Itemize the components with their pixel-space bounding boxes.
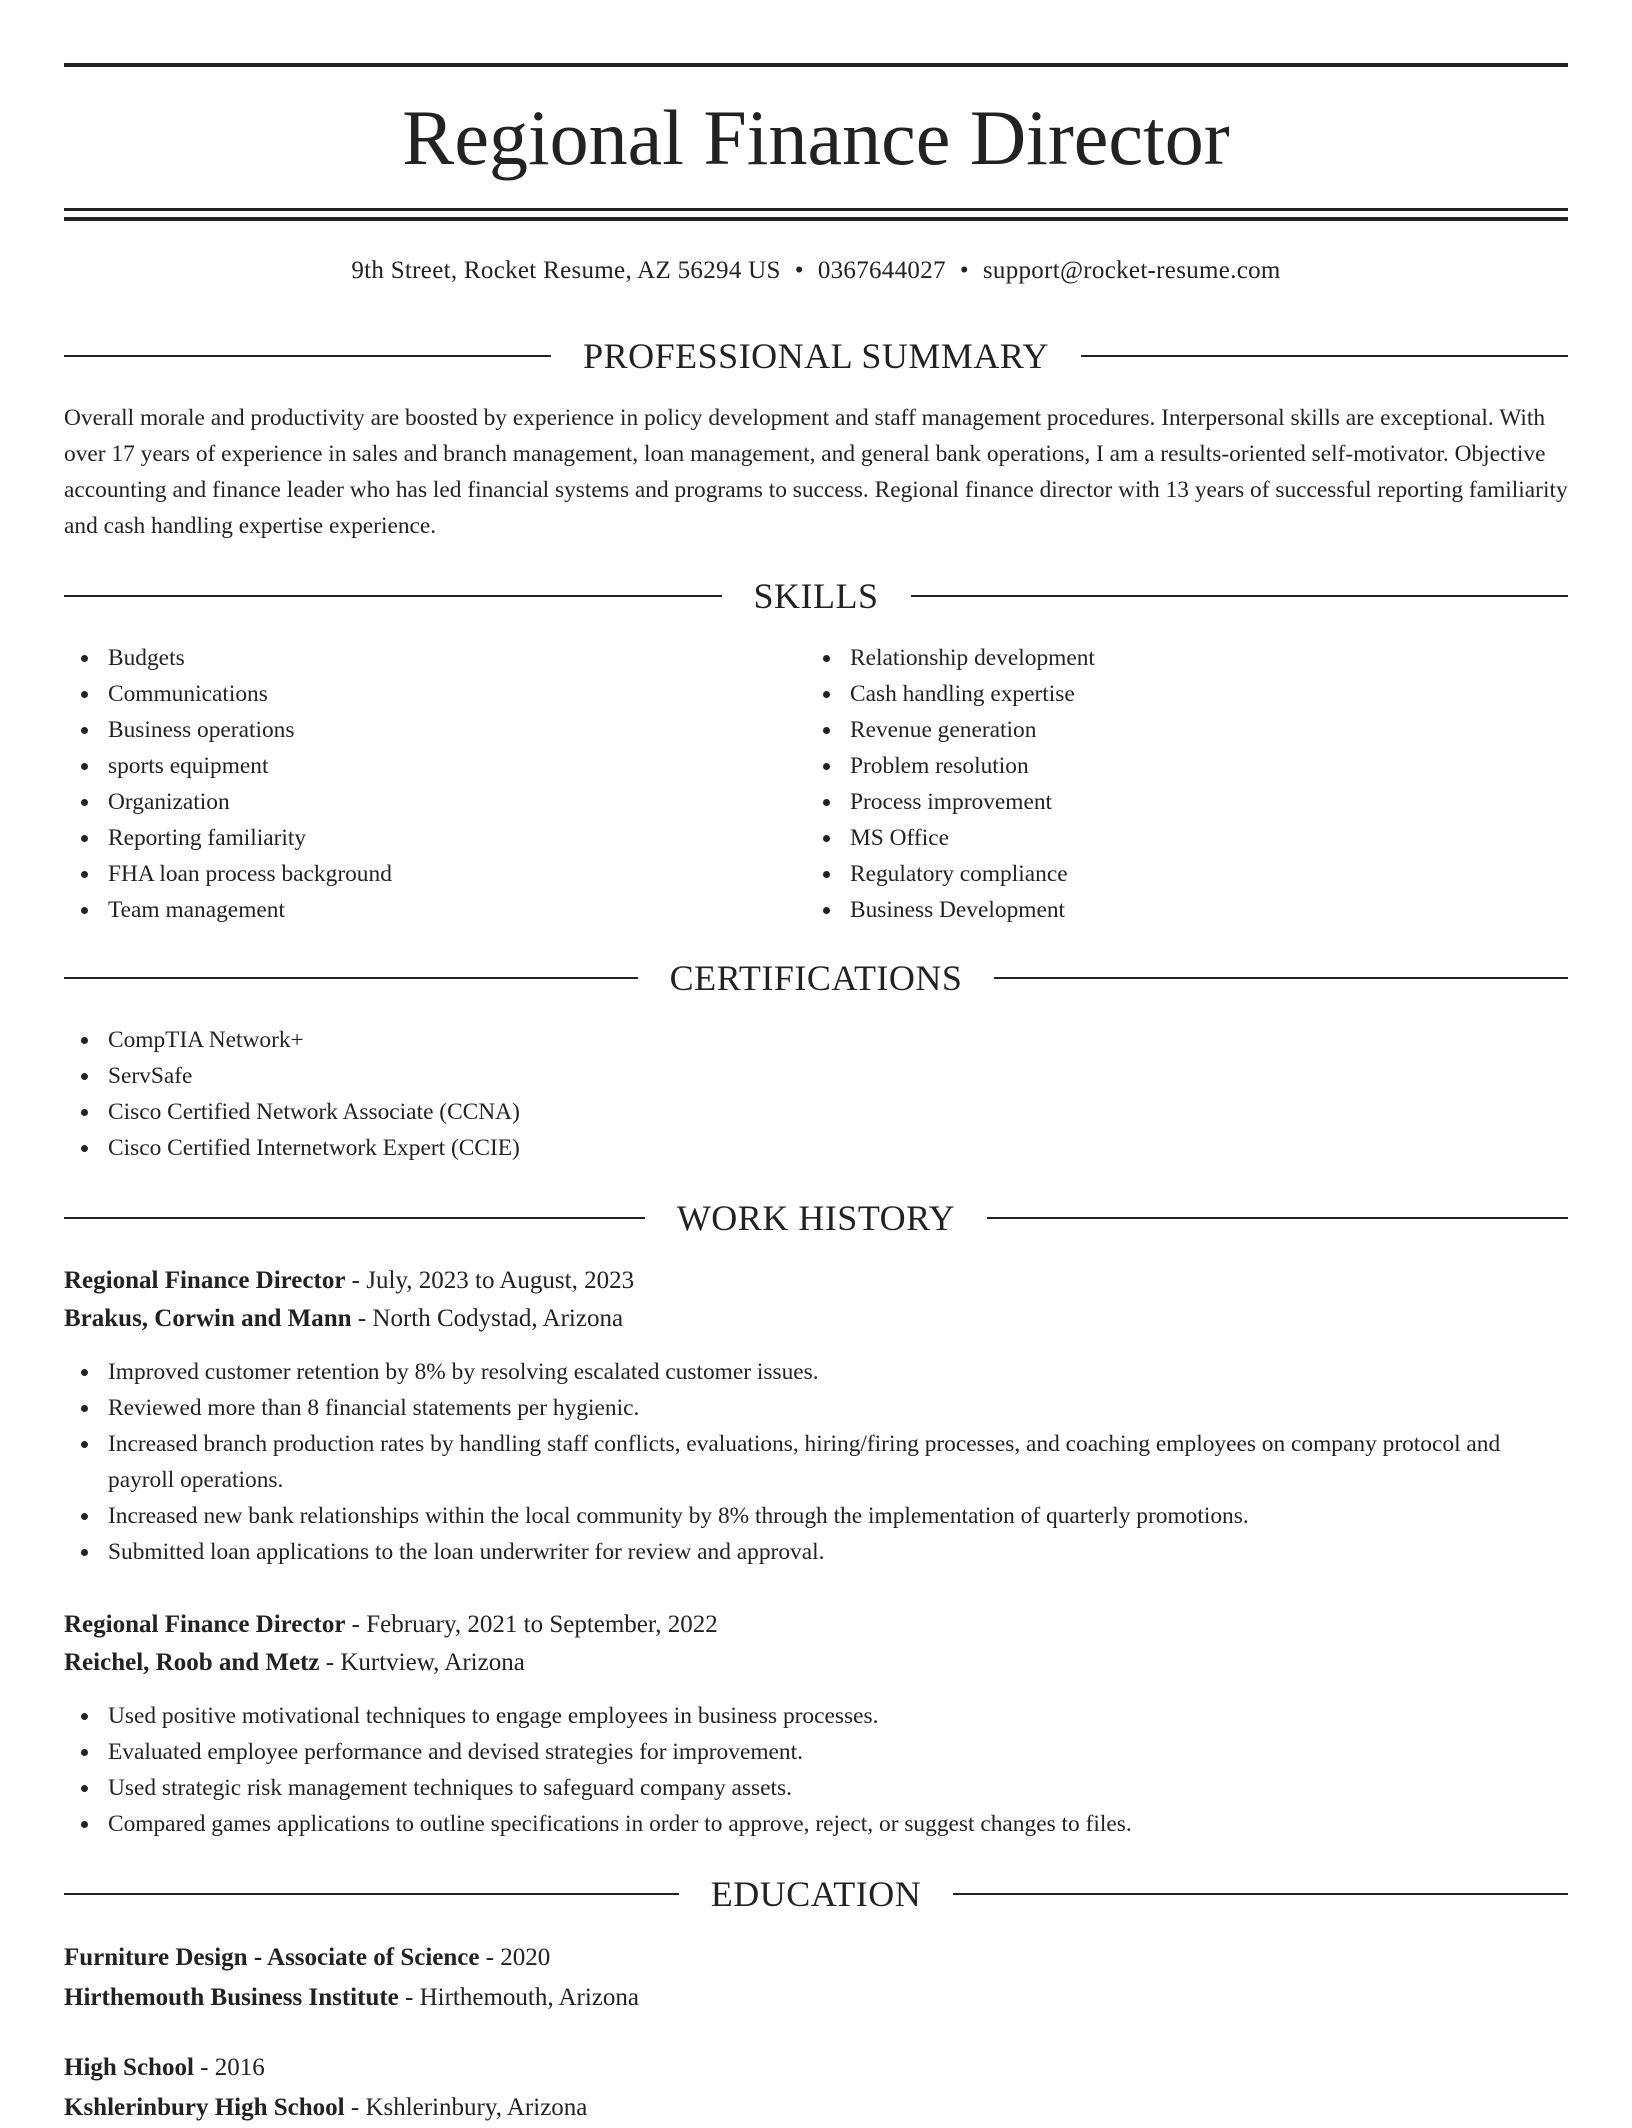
job-bullet: Submitted loan applications to the loan underwriter for review and approval.: [108, 1534, 1568, 1570]
skill-item: Business Development: [850, 892, 1095, 928]
job-title-line: [64, 1606, 1568, 1644]
education-school-line: [64, 2088, 1568, 2128]
heading-rule: [987, 1217, 1568, 1219]
education-entry: [64, 2048, 1568, 2128]
work-heading: [64, 1196, 1568, 1240]
job-bullet: Used positive motivational techniques to engage employees in business processes.: [108, 1698, 1568, 1734]
skills-list-right: [806, 640, 1095, 928]
job-bullets: [64, 1354, 1568, 1570]
education-heading-label: EDUCATION: [710, 1874, 922, 1914]
job-entry: [64, 1606, 1568, 1842]
certification-item: Cisco Certified Internetwork Expert (CCIE): [108, 1130, 520, 1166]
certifications-heading-label: CERTIFICATIONS: [669, 958, 963, 998]
title-double-rule: [64, 208, 1568, 221]
job-location: - Kurtview, Arizona: [319, 1649, 525, 1676]
skills-list-left: [64, 640, 392, 928]
heading-rule: [994, 977, 1568, 979]
job-company-line: [64, 1644, 1568, 1682]
work-heading-label: WORK HISTORY: [676, 1198, 956, 1238]
job-dates: - July, 2023 to August, 2023: [345, 1267, 635, 1294]
skill-item: Business operations: [108, 712, 392, 748]
job-bullet: Evaluated employee performance and devised strategies for improvement.: [108, 1734, 1568, 1770]
contact-line: [64, 254, 1568, 288]
education-degree: Furniture Design - Associate of Science: [64, 1944, 480, 1971]
heading-rule: [1081, 355, 1568, 357]
skills-column-right: [806, 640, 1095, 928]
job-title: Regional Finance Director: [64, 1267, 346, 1294]
job-bullet: Improved customer retention by 8% by resolving escalated customer issues.: [108, 1354, 1568, 1390]
education-degree: High School: [64, 2054, 194, 2081]
job-bullet: Used strategic risk management techniques to safeguard company assets.: [108, 1770, 1568, 1806]
certification-item: Cisco Certified Network Associate (CCNA): [108, 1094, 520, 1130]
heading-rule: [64, 595, 722, 597]
job-company: Brakus, Corwin and Mann: [64, 1305, 352, 1332]
summary-heading-label: PROFESSIONAL SUMMARY: [583, 336, 1049, 376]
skill-item: Organization: [108, 784, 392, 820]
education-year: - 2016: [193, 2054, 265, 2081]
heading-rule: [64, 1893, 679, 1895]
summary-heading: [64, 334, 1568, 378]
education-entry: [64, 1938, 1568, 2018]
job-company-line: [64, 1300, 1568, 1338]
skills-column-left: [64, 640, 392, 928]
certifications-block: [64, 1022, 520, 1166]
skill-item: Process improvement: [850, 784, 1095, 820]
job-title-line: [64, 1262, 1568, 1300]
job-bullet: Compared games applications to outline specifications in order to approve, reject, or suggest changes to files.: [108, 1806, 1568, 1842]
heading-rule: [64, 355, 551, 357]
skill-item: Regulatory compliance: [850, 856, 1095, 892]
job-bullet: Increased branch production rates by handling staff conflicts, evaluations, hiring/firing processes, and coaching employees on company protocol and payroll operations.: [108, 1426, 1568, 1498]
certifications-list: [64, 1022, 520, 1166]
education-heading: [64, 1872, 1568, 1916]
job-company: Reichel, Roob and Metz: [64, 1649, 320, 1676]
skill-item: Revenue generation: [850, 712, 1095, 748]
skill-item: MS Office: [850, 820, 1095, 856]
certifications-heading: [64, 956, 1568, 1000]
skill-item: Problem resolution: [850, 748, 1095, 784]
education-degree-line: [64, 1938, 1568, 1978]
job-entry: [64, 1262, 1568, 1570]
job-bullet: Reviewed more than 8 financial statements per hygienic.: [108, 1390, 1568, 1426]
contact-email[interactable]: support@rocket-resume.com: [982, 257, 1281, 284]
contact-address: 9th Street, Rocket Resume, AZ 56294 US: [351, 257, 781, 284]
job-title: Regional Finance Director: [64, 1611, 346, 1638]
contact-separator: •: [794, 257, 804, 284]
education-school: Kshlerinbury High School: [64, 2094, 345, 2121]
certification-item: ServSafe: [108, 1058, 520, 1094]
certification-item: CompTIA Network+: [108, 1022, 520, 1058]
heading-rule: [911, 595, 1569, 597]
skill-item: Communications: [108, 676, 392, 712]
job-bullet: Increased new bank relationships within the local community by 8% through the implementation of quarterly promotions.: [108, 1498, 1568, 1534]
skill-item: Reporting familiarity: [108, 820, 392, 856]
heading-rule: [64, 1217, 645, 1219]
skill-item: Team management: [108, 892, 392, 928]
contact-separator: •: [959, 257, 969, 284]
skills-heading-label: SKILLS: [753, 576, 879, 616]
heading-rule: [953, 1893, 1568, 1895]
skill-item: Relationship development: [850, 640, 1095, 676]
skill-item: Cash handling expertise: [850, 676, 1095, 712]
top-rule: [64, 63, 1568, 67]
summary-text: Overall morale and productivity are boosted by experience in policy development and staff management procedures. Interpersonal skills are exceptional. With over 17 years of experience in sales and branch management, loan management, and general bank operations, I am a results-oriented self-motivator. Objective accounting and finance leader who has led financial systems and programs to success. Regional finance director with 13 years of successful reporting familiarity and cash handling expertise experience.: [64, 405, 1568, 539]
skill-item: sports equipment: [108, 748, 392, 784]
skills-heading: [64, 574, 1568, 618]
education-degree-line: [64, 2048, 1568, 2088]
page-title: Regional Finance Director: [402, 94, 1230, 181]
skill-item: FHA loan process background: [108, 856, 392, 892]
heading-rule: [64, 977, 638, 979]
job-dates: - February, 2021 to September, 2022: [345, 1611, 718, 1638]
education-school-line: [64, 1978, 1568, 2018]
education-school: Hirthemouth Business Institute: [64, 1984, 399, 2011]
education-location: - Hirthemouth, Arizona: [398, 1984, 639, 2011]
contact-phone: 0367644027: [817, 257, 946, 284]
job-location: - North Codystad, Arizona: [351, 1305, 624, 1332]
education-location: - Kshlerinbury, Arizona: [344, 2094, 588, 2121]
education-year: - 2020: [479, 1944, 551, 1971]
job-bullets: [64, 1698, 1568, 1842]
skill-item: Budgets: [108, 640, 392, 676]
